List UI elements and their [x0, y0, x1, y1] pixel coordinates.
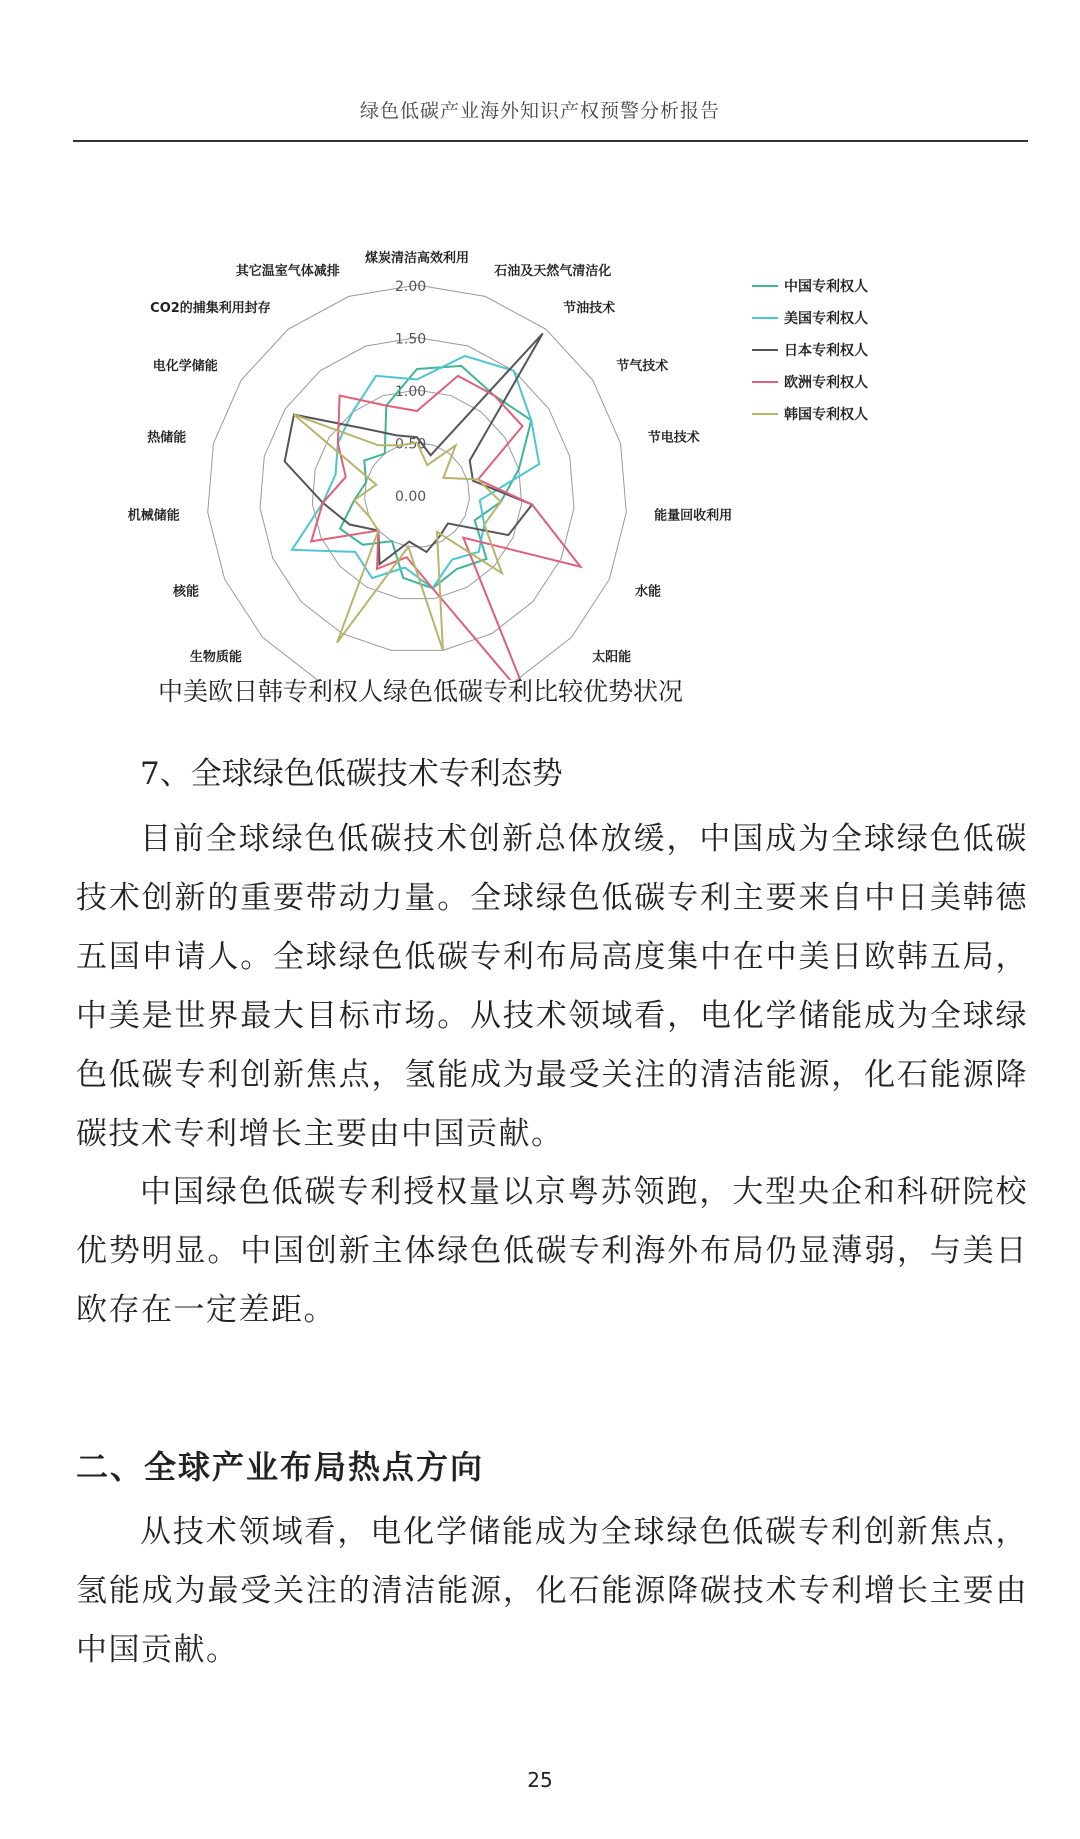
paragraph: 目前全球绿色低碳技术创新总体放缓，中国成为全球绿色低碳技术创新的重要带动力量。全球绿色低碳专利主要来自中日美韩德五国申请人。全球绿色低碳专利布局高度集中在中美日欧韩五局，中美是世界最大目标市场。从技术领域看，电化学储能成为全球绿色低碳专利创新焦点，氢能成为最受关注的清洁能源，化石能源降碳技术专利增长主要由中国贡献。 — [76, 821, 1028, 1152]
header-divider — [73, 140, 1028, 142]
legend-swatch — [752, 413, 778, 415]
axis-label: 节气技术 — [616, 358, 669, 374]
legend-swatch — [752, 381, 778, 383]
axis-label: 节油技术 — [563, 301, 616, 317]
axis-label: 电化学储能 — [152, 358, 218, 374]
legend-label: 日本专利权人 — [784, 343, 868, 359]
legend-swatch — [752, 285, 778, 287]
chapter-heading: 二、全球产业布局热点方向 — [76, 1448, 485, 1486]
paragraph: 从技术领域看，电化学储能成为全球绿色低碳专利创新焦点，氢能成为最受关注的清洁能源，化石能源降碳技术专利增长主要由中国贡献。 — [76, 1514, 1028, 1668]
axis-label: 能量回收利用 — [654, 508, 733, 524]
chart-legend — [752, 270, 868, 430]
axis-label: 核能 — [173, 584, 200, 600]
axis-label: 水能 — [634, 584, 661, 600]
tick-label: 1.50 — [395, 331, 427, 348]
legend-item — [752, 398, 868, 430]
axis-label: 节电技术 — [647, 430, 700, 446]
axis-label: 机械储能 — [127, 508, 180, 524]
running-header: 绿色低碳产业海外知识产权预警分析报告 — [359, 100, 720, 122]
axis-label: 生物质能 — [189, 650, 242, 666]
legend-label: 韩国专利权人 — [784, 407, 868, 423]
legend-label: 美国专利权人 — [784, 311, 868, 327]
axis-label: 其它温室气体减排 — [235, 263, 340, 279]
legend-item — [752, 366, 868, 398]
legend-label: 欧洲专利权人 — [784, 375, 868, 391]
tick-label: 1.00 — [395, 384, 427, 400]
axis-label: CO2的捕集利用封存 — [150, 301, 271, 317]
legend-swatch — [752, 349, 778, 351]
axis-label: 太阳能 — [592, 650, 632, 666]
radar-chart — [0, 200, 1080, 680]
axis-label: 石油及天然气清洁化 — [494, 263, 612, 279]
chart-caption: 中美欧日韩专利权人绿色低碳专利比较优势状况 — [158, 677, 684, 706]
legend-item — [752, 302, 868, 334]
axis-label: 热储能 — [147, 430, 187, 446]
legend-item — [752, 334, 868, 366]
legend-swatch — [752, 317, 778, 319]
tick-label: 0.50 — [395, 436, 427, 453]
paragraph: 中国绿色低碳专利授权量以京粤苏领跑，大型央企和科研院校优势明显。中国创新主体绿色低碳专利海外布局仍显薄弱，与美日欧存在一定差距。 — [76, 1174, 1028, 1328]
axis-label: 煤炭清洁高效利用 — [364, 251, 470, 266]
legend-item — [752, 270, 868, 302]
legend-label: 中国专利权人 — [784, 279, 868, 295]
section-heading: 7、全球绿色低碳技术专利态势 — [140, 756, 563, 792]
tick-label: 2.00 — [395, 279, 427, 295]
page-number: 25 — [527, 1768, 553, 1792]
tick-label: 0.00 — [395, 489, 427, 505]
